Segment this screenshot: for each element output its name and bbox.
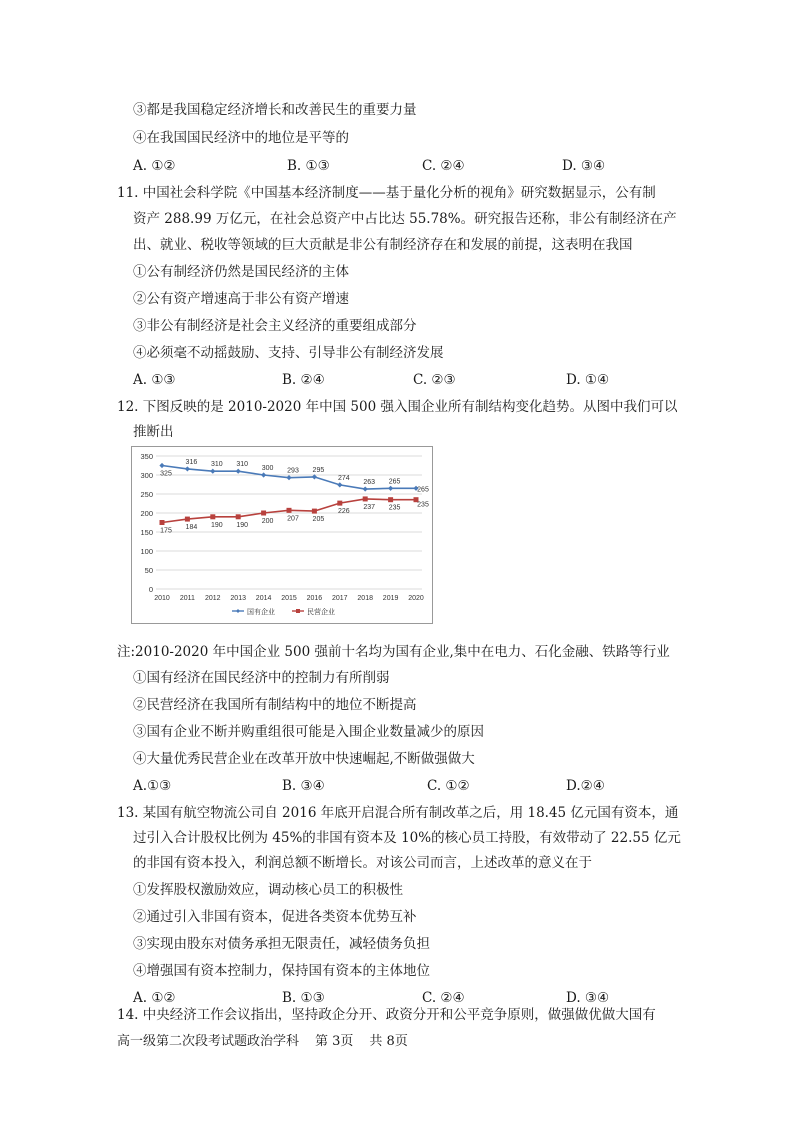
q13-option-b[interactable]: B. ①③ bbox=[282, 990, 325, 1006]
series-point bbox=[388, 486, 393, 491]
legend-label: 民营企业 bbox=[307, 608, 335, 616]
series-point bbox=[210, 514, 215, 519]
data-label: 310 bbox=[210, 461, 223, 469]
data-label: 235 bbox=[417, 501, 429, 509]
prev-option-c[interactable]: C. ②④ bbox=[422, 158, 465, 174]
data-label: 190 bbox=[236, 521, 249, 529]
x-tick-label: 2013 bbox=[230, 595, 246, 602]
x-tick-label: 2014 bbox=[255, 595, 272, 602]
data-label: 200 bbox=[261, 518, 274, 525]
series-point bbox=[286, 475, 291, 480]
q11-option-a[interactable]: A. ①③ bbox=[133, 372, 176, 388]
series-point bbox=[159, 463, 164, 468]
series-point bbox=[261, 472, 266, 477]
y-tick-label: 150 bbox=[140, 528, 153, 537]
q12-option-d[interactable]: D.②④ bbox=[566, 778, 605, 794]
y-tick-label: 300 bbox=[140, 471, 153, 480]
prev-option-a[interactable]: A. ①② bbox=[133, 158, 176, 174]
q13-item-3: ③实现由股东对债务承担无限责任，减轻债务负担 bbox=[133, 936, 430, 952]
series-point bbox=[210, 469, 215, 474]
y-tick-label: 250 bbox=[140, 490, 153, 499]
data-label: 207 bbox=[287, 515, 299, 523]
q11-option-b[interactable]: B. ②④ bbox=[282, 372, 325, 388]
data-label: 310 bbox=[236, 461, 249, 469]
q12-item-3: ③国有企业不断并购重组很可能是入围企业数量减少的原因 bbox=[133, 724, 484, 740]
prev-option-b[interactable]: B. ①③ bbox=[287, 158, 330, 174]
data-label: 300 bbox=[261, 465, 274, 472]
legend-label: 国有企业 bbox=[247, 608, 275, 616]
data-label: 175 bbox=[160, 527, 172, 535]
y-tick-label: 50 bbox=[144, 566, 153, 575]
y-tick-label: 350 bbox=[140, 452, 153, 461]
data-label: 235 bbox=[388, 504, 401, 512]
series-point bbox=[363, 496, 368, 501]
q11-stem-line-3: 出、就业、税收等领域的巨大贡献是非公有制经济存在和发展的前提，这表明在我国 bbox=[133, 237, 633, 253]
q12-option-c[interactable]: C. ①② bbox=[427, 778, 470, 794]
data-label: 295 bbox=[312, 466, 325, 474]
data-label: 265 bbox=[388, 478, 401, 486]
x-tick-label: 2016 bbox=[306, 595, 323, 602]
q12-item-2: ②民营经济在我国所有制结构中的地位不断提高 bbox=[133, 697, 417, 713]
q12-item-1: ①国有经济在国民经济中的控制力有所削弱 bbox=[133, 670, 390, 686]
q11-item-4: ④必须毫不动摇鼓励、支持、引导非公有制经济发展 bbox=[133, 345, 444, 361]
x-tick-label: 2020 bbox=[408, 595, 424, 602]
x-tick-label: 2018 bbox=[357, 595, 373, 602]
data-label: 293 bbox=[287, 467, 299, 475]
x-tick-label: 2015 bbox=[281, 595, 297, 602]
x-tick-label: 2017 bbox=[332, 595, 348, 602]
q12-item-4: ④大量优秀民营企业在改革开放中快速崛起,不断做强做大 bbox=[133, 751, 475, 767]
y-tick-label: 200 bbox=[140, 509, 153, 518]
q13-item-1: ①发挥股权激励效应，调动核心员工的积极性 bbox=[133, 882, 403, 898]
page-footer bbox=[117, 1030, 424, 1049]
legend-marker bbox=[296, 609, 300, 613]
data-label: 274 bbox=[337, 474, 350, 482]
data-label: 190 bbox=[210, 521, 223, 529]
q12-stem-line-2: 推断出 bbox=[133, 424, 174, 440]
q14-stem-line-1: 14. 中央经济工作会议指出，坚持政企分开、政资分开和公平竞争原则，做强做优做大国有 bbox=[117, 1007, 656, 1023]
series-point bbox=[185, 517, 190, 522]
series-point bbox=[388, 497, 393, 502]
prev-item-4: ④在我国国民经济中的地位是平等的 bbox=[133, 130, 349, 146]
y-tick-label: 100 bbox=[140, 547, 153, 556]
q13-item-2: ②通过引入非国有资本，促进各类资本优势互补 bbox=[133, 909, 417, 925]
q13-stem-line-1: 13. 某国有航空物流公司自 2016 年底开启混合所有制改革之后，用 18.45 亿元国有资本，通 bbox=[117, 805, 679, 821]
ownership-trend-chart bbox=[131, 446, 433, 624]
series-point bbox=[236, 514, 241, 519]
prev-option-d[interactable]: D. ③④ bbox=[562, 158, 606, 174]
q12-option-a[interactable]: A.①③ bbox=[133, 778, 172, 794]
q13-option-c[interactable]: C. ②④ bbox=[422, 990, 465, 1006]
legend-marker bbox=[236, 609, 240, 613]
series-point bbox=[363, 486, 368, 491]
series-point bbox=[236, 469, 241, 474]
data-label: 316 bbox=[185, 458, 198, 466]
data-label: 205 bbox=[312, 516, 325, 524]
q12-note: 注:2010-2020 年中国企业 500 强前十名均为国有企业,集中在电力、石化金融、铁路等行业 bbox=[117, 644, 670, 660]
footer-total-pages: 共 8页 bbox=[369, 1034, 408, 1049]
series-point bbox=[337, 482, 342, 487]
q13-option-d[interactable]: D. ③④ bbox=[566, 990, 610, 1006]
prev-item-3: ③都是我国稳定经济增长和改善民生的重要力量 bbox=[133, 102, 417, 118]
q13-item-4: ④增强国有资本控制力，保持国有资本的主体地位 bbox=[133, 963, 430, 979]
q11-stem-line-1: 11. 中国社会科学院《中国基本经济制度——基于量化分析的视角》研究数据显示，公有制 bbox=[117, 185, 656, 201]
series-point bbox=[312, 509, 317, 514]
x-tick-label: 2011 bbox=[179, 595, 195, 602]
data-label: 184 bbox=[185, 524, 198, 532]
q13-option-a[interactable]: A. ①② bbox=[133, 990, 176, 1006]
series-point bbox=[185, 466, 190, 471]
data-label: 263 bbox=[363, 479, 376, 487]
y-tick-label: 0 bbox=[148, 585, 153, 594]
q11-item-2: ②公有资产增速高于非公有资产增速 bbox=[133, 291, 349, 307]
q13-stem-line-3: 的非国有资本投入，利润总额不断增长。对该公司而言，上述改革的意义在于 bbox=[133, 855, 592, 871]
x-tick-label: 2010 bbox=[154, 595, 170, 602]
line-chart-svg bbox=[132, 447, 432, 623]
data-label: 237 bbox=[363, 503, 376, 511]
q11-item-1: ①公有制经济仍然是国民经济的主体 bbox=[133, 264, 349, 280]
data-label: 265 bbox=[417, 486, 429, 494]
q13-stem-line-2: 过引入合计股权比例为 45%的非国有资本及 10%的核心员工持股，有效带动了 22.55 亿元 bbox=[133, 830, 681, 846]
x-tick-label: 2012 bbox=[205, 595, 221, 602]
q11-stem-line-2: 资产 288.99 万亿元，在社会总资产中占比达 55.78%。研究报告还称，非公有制经济在产 bbox=[133, 211, 677, 227]
q11-item-3: ③非公有制经济是社会主义经济的重要组成部分 bbox=[133, 318, 417, 334]
data-label: 226 bbox=[337, 508, 350, 516]
q11-option-c[interactable]: C. ②③ bbox=[413, 372, 456, 388]
series-point bbox=[261, 511, 266, 516]
q11-option-d[interactable]: D. ①④ bbox=[566, 372, 610, 388]
x-tick-label: 2019 bbox=[382, 595, 399, 602]
series-point bbox=[337, 501, 342, 506]
series-point bbox=[160, 520, 165, 525]
footer-page-number: 第 3页 bbox=[315, 1034, 354, 1049]
footer-exam-title: 高一级第二次段考试题政治学科 bbox=[117, 1034, 300, 1049]
data-label: 325 bbox=[160, 470, 172, 478]
q12-option-b[interactable]: B. ③④ bbox=[282, 778, 325, 794]
series-point bbox=[287, 508, 292, 513]
q12-stem-line-1: 12. 下图反映的是 2010-2020 年中国 500 强入围企业所有制结构变化趋势。从图中我们可以 bbox=[117, 399, 678, 415]
